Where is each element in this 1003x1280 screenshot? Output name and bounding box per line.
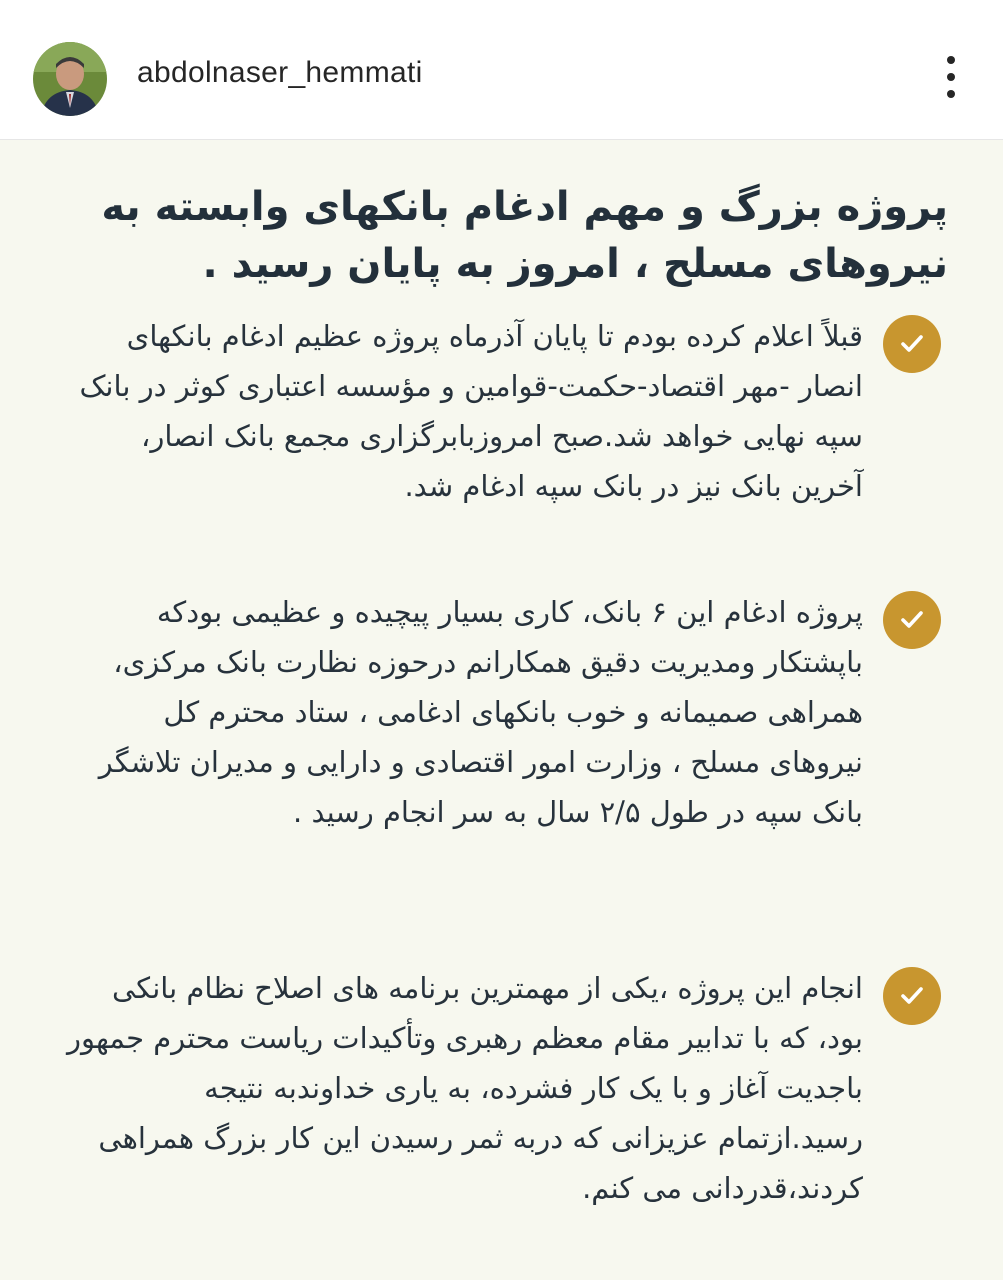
- check-icon: [883, 967, 941, 1025]
- post-image: [0, 141, 1003, 1280]
- check-icon: [883, 315, 941, 373]
- item-text: انجام این پروژه ،یکی از مهمترین برنامه های اصلاح نظام بانکی بود، که با تدابیر مقام معظم رهبری وتأکیدات ریاست محترم جمهور باجدیت آغاز و با یک کار فشرده، به یاری خداوندبه نتیجه رسید.ازتمام عزیزانی که دربه ثمر رسیدن این کار بزرگ همراهی کردند،قدردانی می کنم.: [66, 971, 863, 1205]
- list-item: [61, 587, 941, 837]
- more-dot-icon: [947, 56, 955, 64]
- item-text: پروژه ادغام این ۶ بانک، کاری بسیار پیچیده و عظیمی بودکه باپشتکار ومدیریت دقیق همکارانم درحوزه نظارت بانک مرکزی، همراهی صمیمانه و خوب بانکهای ادغامی ، ستاد محترم کل نیروهای مسلح ، وزارت امور اقتصادی و دارایی و مدیران تلاشگر بانک سپه در طول ۲/۵ سال به سر انجام رسید .: [98, 595, 863, 829]
- more-dot-icon: [947, 90, 955, 98]
- avatar[interactable]: [33, 42, 107, 116]
- list-item: [61, 311, 941, 511]
- more-dot-icon: [947, 73, 955, 81]
- post-header: [0, 0, 1003, 140]
- list-item: [61, 963, 941, 1213]
- username[interactable]: abdolnaser_hemmati: [137, 56, 423, 89]
- check-icon: [883, 591, 941, 649]
- item-text: قبلاً اعلام کرده بودم تا پایان آذرماه پروژه عظیم ادغام بانکهای انصار -مهر اقتصاد-حکمت-قوامین و مؤسسه اعتباری کوثر در بانک سپه نهایی خواهد شد.صبح امروزبابرگزاری مجمع بانک انصار، آخرین بانک نیز در بانک سپه ادغام شد.: [79, 319, 863, 503]
- more-options-button[interactable]: [939, 56, 963, 98]
- post-headline: پروژه بزرگ و مهم ادغام بانکهای وابسته به نیروهای مسلح ، امروز به پایان رسید .: [101, 184, 948, 287]
